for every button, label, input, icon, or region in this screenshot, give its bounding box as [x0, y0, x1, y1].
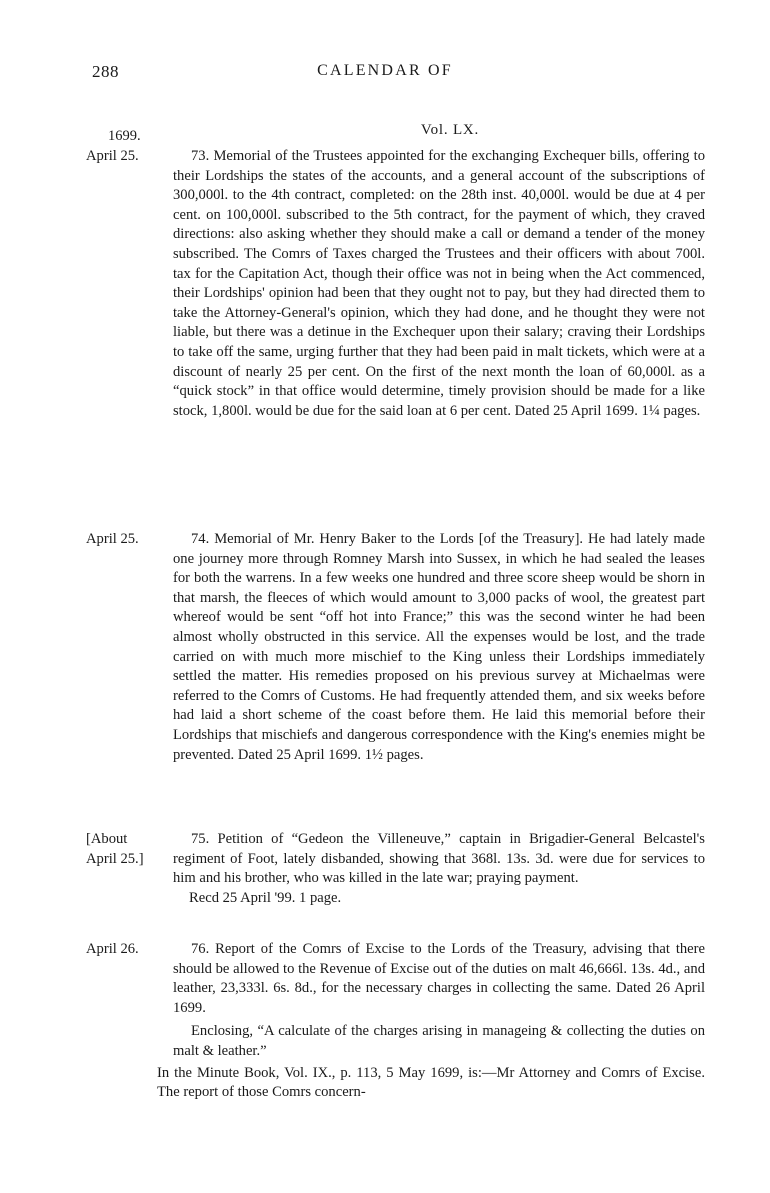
year-label: 1699.	[108, 128, 141, 144]
page-header	[0, 62, 770, 84]
minute-book-note: In the Minute Book, Vol. IX., p. 113, 5 May 1699, is:—Mr Attorney and Comrs of Excise. The report of those Comrs concern-	[157, 1064, 705, 1101]
volume-line	[0, 122, 770, 144]
entry-date: April 26.	[86, 941, 139, 957]
entry-text	[173, 830, 705, 908]
entry-date: April 25.	[86, 148, 139, 164]
entry-date-line: April 25.]	[86, 850, 144, 867]
page-number: 288	[92, 62, 119, 81]
entry-date-line: [About	[86, 831, 128, 847]
running-head: CALENDAR OF	[317, 62, 453, 79]
entry-date: April 25.	[86, 531, 139, 547]
entry-text	[173, 147, 705, 421]
volume-label: Vol. LX.	[420, 122, 480, 138]
entry-paragraph: 75. Petition of “Gedeon the Villeneuve,” captain in Brigadier-General Belcastel's regiment of Foot, lately disbanded, showing that 368l. 13s. 3d. were due for services to him and his brother, who was killed in the late war; praying payment.	[173, 831, 705, 887]
entry-date	[86, 830, 160, 869]
entry-paragraph: 74. Memorial of Mr. Henry Baker to the Lords [of the Treasury]. He had lately made one journey more through Romney Marsh into Sussex, in which he had sealed the leases for both the warrens. In a few weeks one hundred and three score sheep would be shorn in that marsh, the fleeces of which would amount to 3,000 packs of wool, the greatest part whereof would be sent “off hot into France;” this was the second winter he had been almost wholly obstructed in this service. All the expenses would be lost, and the trade carried on with much more mischief to the King unless their Lordships immediately settled the matter. His remedies proposed on his previous survey at Michaelmas were referred to the Comrs of Customs. He had frequently attended them, and six weeks before had laid a short scheme of the coast before them. He laid this memorial before their Lordships that mischiefs and dangerous correspondence with the King's enemies might be prevented. Dated 25 April 1699. 1½ pages.	[173, 531, 705, 763]
entry-text	[173, 530, 705, 765]
received-note: Recd 25 April '99. 1 page.	[189, 889, 342, 906]
entry-paragraph: 73. Memorial of the Trustees appointed for the exchanging Exchequer bills, offering to their Lordships the states of the accounts, and a general account of the subscriptions of 300,000l. to the 4th contract, completed: on the 28th inst. 40,000l. would be due at 4 per cent. on 100,000l. subscribed to the 5th contract, for the payment of which, they craved directions: also asking whether they should make a call or demand a tender of the money subscribed. The Comrs of Taxes charged the Trustees and their officers with about 700l. tax for the Capitation Act, though their office was not in being when the Act commenced, their Lordships' opinion had been that they ought not to pay, but they had directed them to take the Attorney-General's opinion, which they had done, and he thought they were not liable, but there was a detinue in the Exchequer upon their salary; craving their Lordships to take off the same, urging further that they had been paid in malt tickets, which were at a discount of nearly 25 per cent. On the first of the next month the loan of 60,000l. as a “quick stock” in that office would determine, timely provision should be made for a like stock, 1,800l. would be due for the said loan at 6 per cent. Dated 25 April 1699. 1¼ pages.	[173, 148, 705, 419]
enclosing-note: Enclosing, “A calculate of the charges arising in manageing & collecting the duties on malt & leather.”	[173, 1023, 705, 1059]
entry-text	[157, 940, 705, 1103]
entry-paragraph: 76. Report of the Comrs of Excise to the Lords of the Treasury, advising that there should be allowed to the Revenue of Excise out of the duties on malt 46,666l. 13s. 4d., and leather, 23,333l. 6s. 8d., for the necessary charges in collecting the same. Dated 26 April 1699.	[173, 941, 705, 1016]
